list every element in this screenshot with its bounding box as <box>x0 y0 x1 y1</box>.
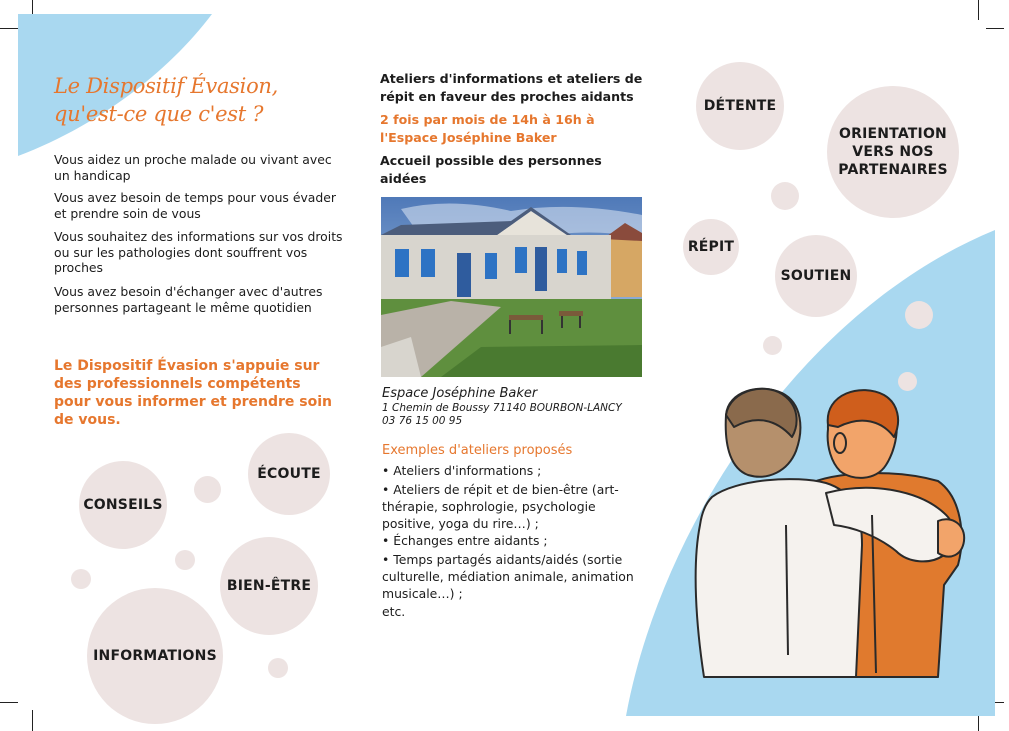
venue-name: Espace Joséphine Baker <box>382 386 538 401</box>
bubble-conseils: CONSEILS <box>79 461 167 549</box>
example-item: • Échanges entre aidants ; <box>382 533 548 548</box>
accueil-text: Accueil possible des personnes aidées <box>380 153 602 186</box>
decorative-dot <box>175 550 195 570</box>
intro-paragraph-4: Vous avez besoin d'échanger avec d'autres personnes partageant le même quotidien <box>54 284 323 315</box>
example-item: • Temps partagés aidants/aidés (sortie culturelle, médiation animale, animation musicale…) ; <box>382 552 634 601</box>
schedule-text: 2 fois par mois de 14h à 16h à l'Espace Joséphine Baker <box>380 112 595 145</box>
decorative-dot <box>194 476 221 503</box>
venue-phone: 03 76 15 00 95 <box>382 415 463 427</box>
crop-mark <box>0 702 18 703</box>
intro-paragraph-3: Vous souhaitez des informations sur vos droits ou sur les pathologies dont souffrent vos proches <box>54 229 343 275</box>
example-item: • Ateliers d'informations ; <box>382 463 542 478</box>
venue-address: 1 Chemin de Boussy 71140 BOURBON-LANCY <box>382 402 622 414</box>
example-item: • Ateliers de répit et de bien-être (art-thérapie, sophrologie, psychologie positive, yoga du rire…) ; <box>382 482 619 531</box>
title-line-2: qu'est-ce que c'est ? <box>54 102 264 126</box>
bubble-bien-etre: BIEN-ÊTRE <box>220 537 318 635</box>
two-men-illustration <box>676 385 972 681</box>
crop-mark <box>32 710 33 731</box>
decorative-dot <box>905 301 933 329</box>
crop-mark <box>986 28 1004 29</box>
example-item: etc. <box>382 604 406 619</box>
decorative-dot <box>763 336 782 355</box>
intro-paragraph-1: Vous aidez un proche malade ou vivant avec un handicap <box>54 152 332 183</box>
bubble-ecoute: ÉCOUTE <box>248 433 330 515</box>
crop-mark <box>978 0 979 20</box>
page-title <box>54 72 278 128</box>
decorative-dot <box>771 182 799 210</box>
bubble-orientation: ORIENTATION VERS NOS PARTENAIRES <box>827 86 959 218</box>
bubble-soutien: SOUTIEN <box>775 235 857 317</box>
examples-title: Exemples d'ateliers proposés <box>382 443 573 458</box>
bubble-detente: DÉTENTE <box>696 62 784 150</box>
ateliers-title: Ateliers d'informations et ateliers de répit en faveur des proches aidants <box>380 71 643 104</box>
title-line-1: Le Dispositif Évasion, <box>54 74 279 98</box>
building-photo <box>381 197 642 377</box>
decorative-dot <box>268 658 288 678</box>
bubble-informations: INFORMATIONS <box>87 588 223 724</box>
decorative-dot <box>71 569 91 589</box>
intro-paragraph-2: Vous avez besoin de temps pour vous évader et prendre soin de vous <box>54 190 336 221</box>
bubble-repit: RÉPIT <box>683 219 739 275</box>
lead-text: Le Dispositif Évasion s'appuie sur des professionnels compétents pour vous informer et prendre soin de vous. <box>54 358 333 428</box>
